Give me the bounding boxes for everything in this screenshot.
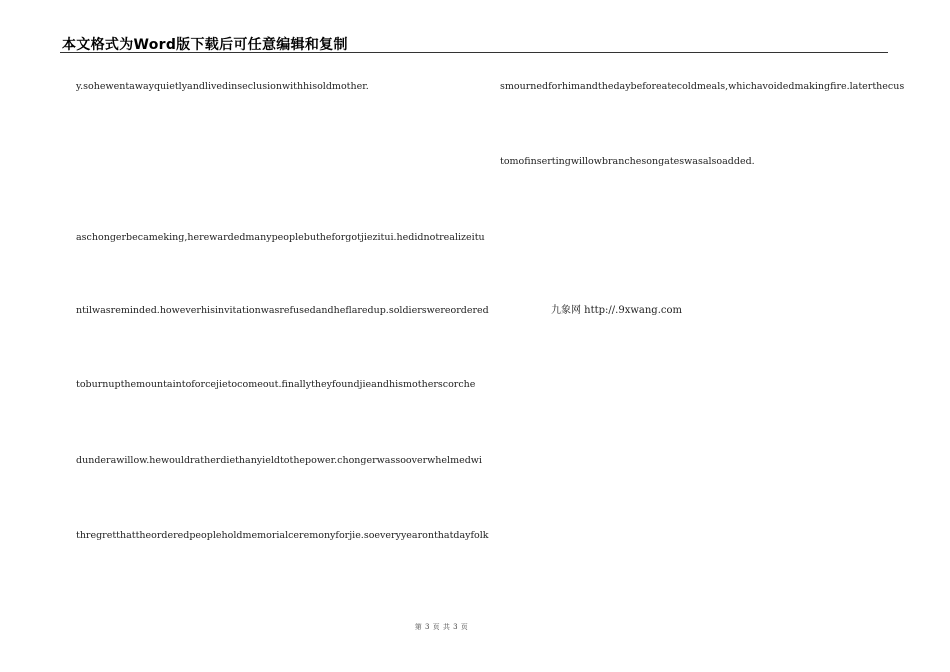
right-column-line: smournedforhimandthedaybeforeatecoldmeals,whichavoidedmakingfire.laterthecus <box>500 81 905 92</box>
left-column-line: aschongerbecameking,herewardedmanypeoplebutheforgotjiezitui.hedidnotrealizeitu <box>76 232 485 243</box>
document-header-title: 本文格式为Word版下载后可任意编辑和复制 <box>62 37 348 53</box>
left-column-line: dunderawillow.hewouldratherdiethanyieldtothepower.chongerwassooverwhelmedwi <box>76 455 482 466</box>
left-column-line: toburnupthemountaintoforcejietocomeout.finallytheyfoundjieandhismotherscorche <box>76 379 476 390</box>
page-number-footer: 第 3 页 共 3 页 <box>414 623 469 631</box>
source-website-line: 九象网 http://.9xwang.com <box>551 305 682 316</box>
left-column-line: thregretthattheorderedpeopleholdmemorialceremonyforjie.soeveryyearonthatdayfolk <box>76 530 489 541</box>
header-divider <box>60 52 888 53</box>
left-column-line: ntilwasreminded.howeverhisinvitationwasrefusedandheflaredup.soldierswereordered <box>76 305 489 316</box>
right-column-line: tomofinsertingwillowbranchesongateswasalsoadded. <box>500 156 755 167</box>
left-column-line: y.sohewentawayquietlyandlivedinseclusionwithhisoldmother. <box>76 81 369 92</box>
